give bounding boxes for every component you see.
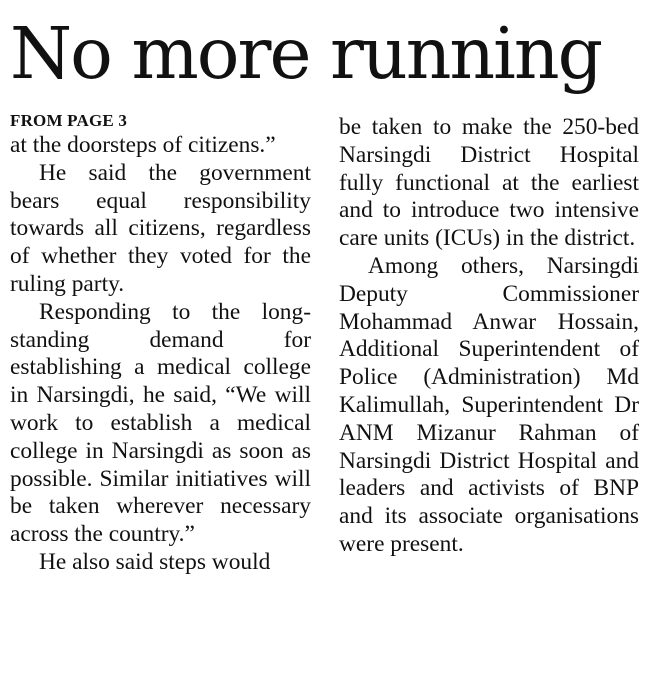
right-column [339,114,639,559]
continuation-kicker: FROM PAGE 3 [10,111,128,130]
paragraph: He said the government bears equal responsibility towards all citizens, regardless of whether they voted for the ruling party. [10,159,311,297]
paragraph: at the doorsteps of citizens.” [10,132,276,158]
headline: No more running [10,12,602,95]
paragraph: He also said steps would [39,548,271,575]
paragraph: Responding to the long-standing demand for establishing a medical college in Narsingdi, he said, “We will work to establish a medical college in Narsingdi as soon as possible. Similar initiatives will be taken wherever necessary across the country.” [10,298,311,548]
paragraph: Among others, Narsingdi Deputy Commissioner Mohammad Anwar Hossain, Additional Superintendent of Police (Administration) Md Kalimullah, Superintendent Dr ANM Mizanur Rahman of Narsingdi District Hospital and leaders and activists of BNP and its associate organisations were present. [339,252,639,557]
paragraph: be taken to make the 250-bed Narsingdi District Hospital fully functional at the earliest and to introduce two intensive care units (ICUs) in the district. [339,114,639,252]
left-column [10,112,311,577]
